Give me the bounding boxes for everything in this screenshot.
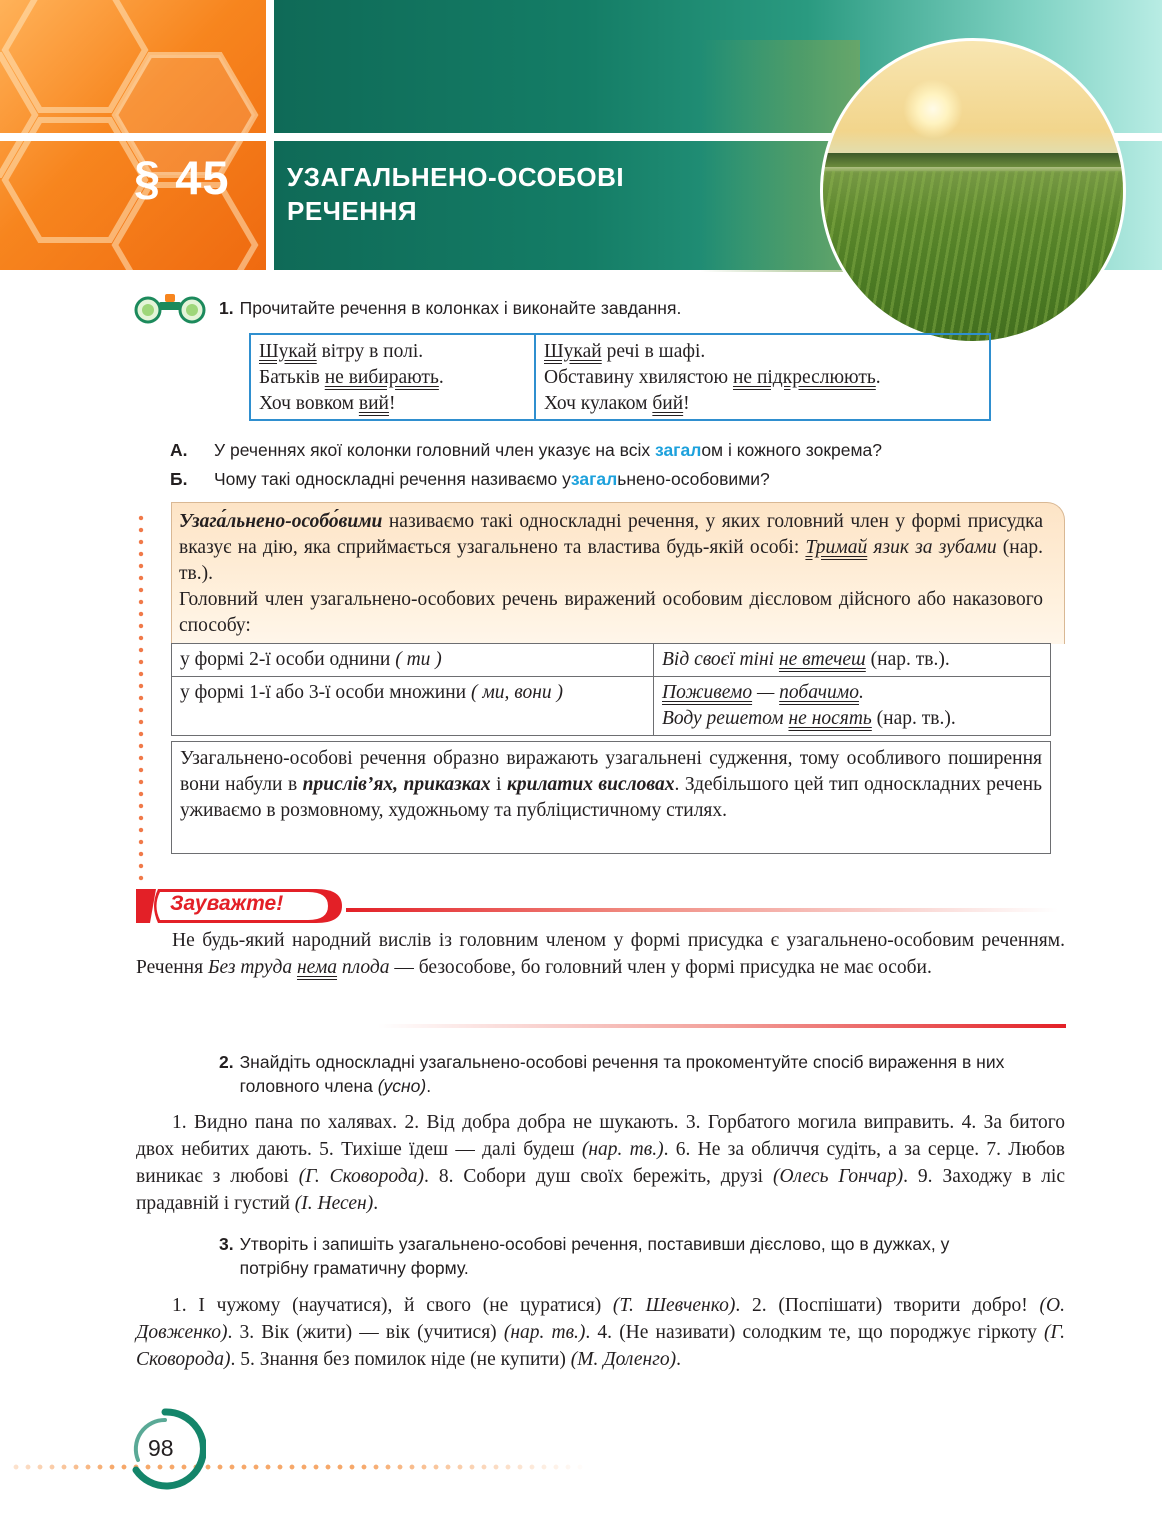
sentence-source: (М. Доленго) xyxy=(570,1349,677,1370)
exercise-2-text: Знайдіть односкладні узагальнено-особові речення та прокоментуйте спосіб вираження в них головного члена xyxy=(239,1052,1005,1096)
predicate: Шукай xyxy=(259,341,317,362)
rule-term: Узага́льнено-особо́вими xyxy=(179,511,383,532)
exercise-3-number: 3. xyxy=(219,1234,234,1254)
note-example-predicate: нема xyxy=(296,957,338,978)
example-predicate: не носять xyxy=(788,708,872,729)
summary-conj: і xyxy=(490,774,507,795)
predicate: Шукай xyxy=(544,341,602,362)
question-b-text: Чому такі односкладні речення називаємо у xyxy=(214,469,571,489)
sentence-source: (нар. тв.) xyxy=(581,1139,664,1160)
column-a-row-2 xyxy=(259,365,526,391)
exercise-1-instruction xyxy=(219,296,681,320)
note-example: Без труда xyxy=(207,957,297,978)
column-a xyxy=(251,335,536,419)
section-title xyxy=(287,160,747,228)
form-label: у формі 1-ї або 3-ї особи множини xyxy=(180,682,471,703)
note-label xyxy=(136,889,342,923)
sentences-text: . 3. Вік (жити) — вік (учитися) xyxy=(227,1322,504,1343)
sentences-text: 1. І чужому (научатися), й свого (не цуратися) xyxy=(172,1295,613,1316)
section-number: § 45 xyxy=(134,151,230,204)
sentences-text: . 8. Собори душ своїх бережіть, друзі xyxy=(424,1166,773,1187)
exercise-2-mode: (усно) xyxy=(372,1076,427,1096)
example-predicate: побачимо xyxy=(779,682,859,703)
sentence-source: (нар. тв.) xyxy=(503,1322,586,1343)
column-a-row-3 xyxy=(259,391,526,417)
sentence-rest: вітру в полі. xyxy=(316,341,424,362)
sentence-source: (Г. Сковорода) xyxy=(136,1322,1065,1370)
exercise-3-sentences xyxy=(136,1292,1065,1373)
rule-dotted-border xyxy=(138,512,144,884)
note-label-text: Зауважте! xyxy=(170,892,284,915)
note-divider-top xyxy=(346,908,1058,912)
exercise-1-text: Прочитайте речення в колонках і виконайте завдання. xyxy=(239,298,682,318)
sentences-text: . 4. (Не називати) солодким те, що породжує гіркоту xyxy=(585,1322,1044,1343)
exercise-2-number: 2. xyxy=(219,1052,234,1072)
rule-example-source: (нар. тв.). xyxy=(179,537,1043,584)
example-dash: — xyxy=(752,682,780,703)
question-b-highlight: загал xyxy=(570,469,618,489)
sentence-end: . xyxy=(875,367,881,388)
summary-term: приказках xyxy=(403,774,491,795)
rule-row-plural xyxy=(172,677,1051,736)
exercise-3-instruction xyxy=(219,1232,1019,1280)
sentence-end: ! xyxy=(388,393,396,414)
rule-forms-table xyxy=(171,643,1051,736)
question-a-letter: А. xyxy=(170,440,188,460)
rule-definition-text: називаємо такі односкладні речення, у яких головний член у формі присудка вказує на дію, яка сприймається узагальнено та властива будь-якій особі: xyxy=(179,511,1043,558)
exercise-2-end: . xyxy=(426,1076,432,1096)
section-title-line1: УЗАГАЛЬНЕНО-ОСОБОВІ xyxy=(287,162,625,192)
form-pronoun: ( ти ) xyxy=(395,649,442,670)
example-predicate: Поживемо xyxy=(662,682,753,703)
summary-term: прислів’ях xyxy=(302,774,394,795)
sentences-text: . 9. Заходжу в ліс прадавній і густий xyxy=(136,1166,1066,1214)
example-predicate: не втечеш xyxy=(778,649,866,670)
column-b xyxy=(536,335,989,419)
rule-definition-2: Головний член узагальнено-особових речень виражений особовим дієсловом дійсного або наказового способу: xyxy=(179,589,1043,636)
sentence-end: . xyxy=(438,367,444,388)
question-b-text-end: ьнено-особовими? xyxy=(617,469,770,489)
rule-example-cell xyxy=(654,677,1051,736)
rule-definition xyxy=(179,509,1043,639)
note-text-start: Не будь-який народний вислів із головним членом у формі присудка є узагальнено-особовим реченням. Речення xyxy=(136,930,1065,978)
rule-example-cell xyxy=(654,644,1051,677)
predicate: не вибирають xyxy=(324,367,439,388)
rule-example-text: язик за зубами xyxy=(867,537,997,558)
question-b-letter: Б. xyxy=(170,469,188,489)
sentence-source: (І. Несен) xyxy=(294,1193,374,1214)
sentences-text: . 2. (Поспішати) творити добро! xyxy=(735,1295,1040,1316)
column-b-row-2 xyxy=(544,365,981,391)
note-example-end: плода xyxy=(337,957,390,978)
exercise-3-text: Утворіть і запишіть узагальнено-особові речення, поставивши дієслово, що в дужках, у потрібну граматичну форму. xyxy=(239,1234,950,1278)
section-title-line2: РЕЧЕННЯ xyxy=(287,196,418,226)
question-a-text: У реченнях якої колонки головний член указує на всіх xyxy=(214,440,655,460)
sentence-start: Обставину хвилястою xyxy=(544,367,733,388)
column-a-row-1 xyxy=(259,339,526,365)
field-landscape-image xyxy=(820,38,1126,344)
sentences-text: . xyxy=(373,1193,379,1214)
note-text-end: — безособове, бо головний член у формі присудка не має особи. xyxy=(389,957,932,978)
sentence-rest: речі в шафі. xyxy=(601,341,706,362)
rule-example-predicate: Тримай xyxy=(805,537,868,558)
predicate: не підкреслюють xyxy=(732,367,876,388)
sentence-start: Батьків xyxy=(259,367,325,388)
question-b xyxy=(170,467,770,491)
column-b-row-3 xyxy=(544,391,981,417)
exercise-2-instruction xyxy=(219,1050,1019,1098)
example-text: Від своєї тіні xyxy=(662,649,779,670)
example-end: . xyxy=(858,682,864,703)
sentences-text: . xyxy=(676,1349,681,1370)
sentence-end: ! xyxy=(683,393,690,414)
sentences-text: . 5. Знання без помилок ніде (не купити) xyxy=(230,1349,571,1370)
treeline xyxy=(823,153,1123,167)
page-number: 98 xyxy=(148,1435,174,1461)
exercise-2-sentences xyxy=(136,1109,1065,1217)
form-label: у формі 2-ї особи однини xyxy=(180,649,396,670)
sentence-source: (О. Довженко) xyxy=(136,1295,1065,1343)
sentence-columns-table xyxy=(249,333,991,421)
sentence-start: Хоч кулаком xyxy=(544,393,653,414)
predicate: бий xyxy=(652,393,684,414)
sentence-start: Хоч вовком xyxy=(259,393,359,414)
predicate: вий xyxy=(358,393,389,414)
exercise-1-number: 1. xyxy=(219,298,234,318)
footer-dotted-line xyxy=(10,1463,590,1471)
form-pronoun: ( ми, вони ) xyxy=(470,682,564,703)
question-a-text-end: ом і кожного зокрема? xyxy=(701,440,882,460)
page-header xyxy=(0,0,1162,272)
question-a xyxy=(170,438,882,462)
summary-text: Узагальнено-особові речення образно виражають узагальнені судження, тому особливого поширення вони набули в xyxy=(180,748,1042,795)
rule-form-cell xyxy=(172,644,654,677)
sentence-source: (Г. Сковорода) xyxy=(298,1166,425,1187)
wheat-field xyxy=(823,171,1123,344)
question-a-highlight: загал xyxy=(654,440,702,460)
sentences-text: . 6. Не за обличчя судіть, а за серце. 7. Любов виникає з любові xyxy=(136,1139,1065,1187)
example-source: (нар. тв.). xyxy=(865,649,950,670)
binoculars-icon xyxy=(132,290,208,326)
summary-comma: , xyxy=(393,774,404,795)
sentence-source: (Олесь Гончар) xyxy=(772,1166,904,1187)
sentence-source: (Т. Шевченко) xyxy=(612,1295,736,1316)
summary-term: крилатих висловах xyxy=(506,774,675,795)
note-text xyxy=(136,927,1065,981)
note-divider-bottom xyxy=(378,1024,1066,1028)
rule-form-cell xyxy=(172,677,654,736)
summary-text-end: . Здебільшого цей тип односкладних речень уживаємо в розмовному, художньому та публіцистичному стилях. xyxy=(180,774,1043,821)
rule-summary xyxy=(171,741,1051,854)
sun-glow xyxy=(903,79,963,139)
example-text: Воду решетом xyxy=(662,708,789,729)
example-source: (нар. тв.). xyxy=(871,708,956,729)
rule-row-singular xyxy=(172,644,1051,677)
sentences-text: 1. Видно пана по халявах. 2. Від добра добра не шукають. 3. Горбатого могила виправить. 4. За битого двох небитих дають. 5. Тихіше їдеш — далі будеш xyxy=(136,1112,1065,1160)
column-b-row-1 xyxy=(544,339,981,365)
